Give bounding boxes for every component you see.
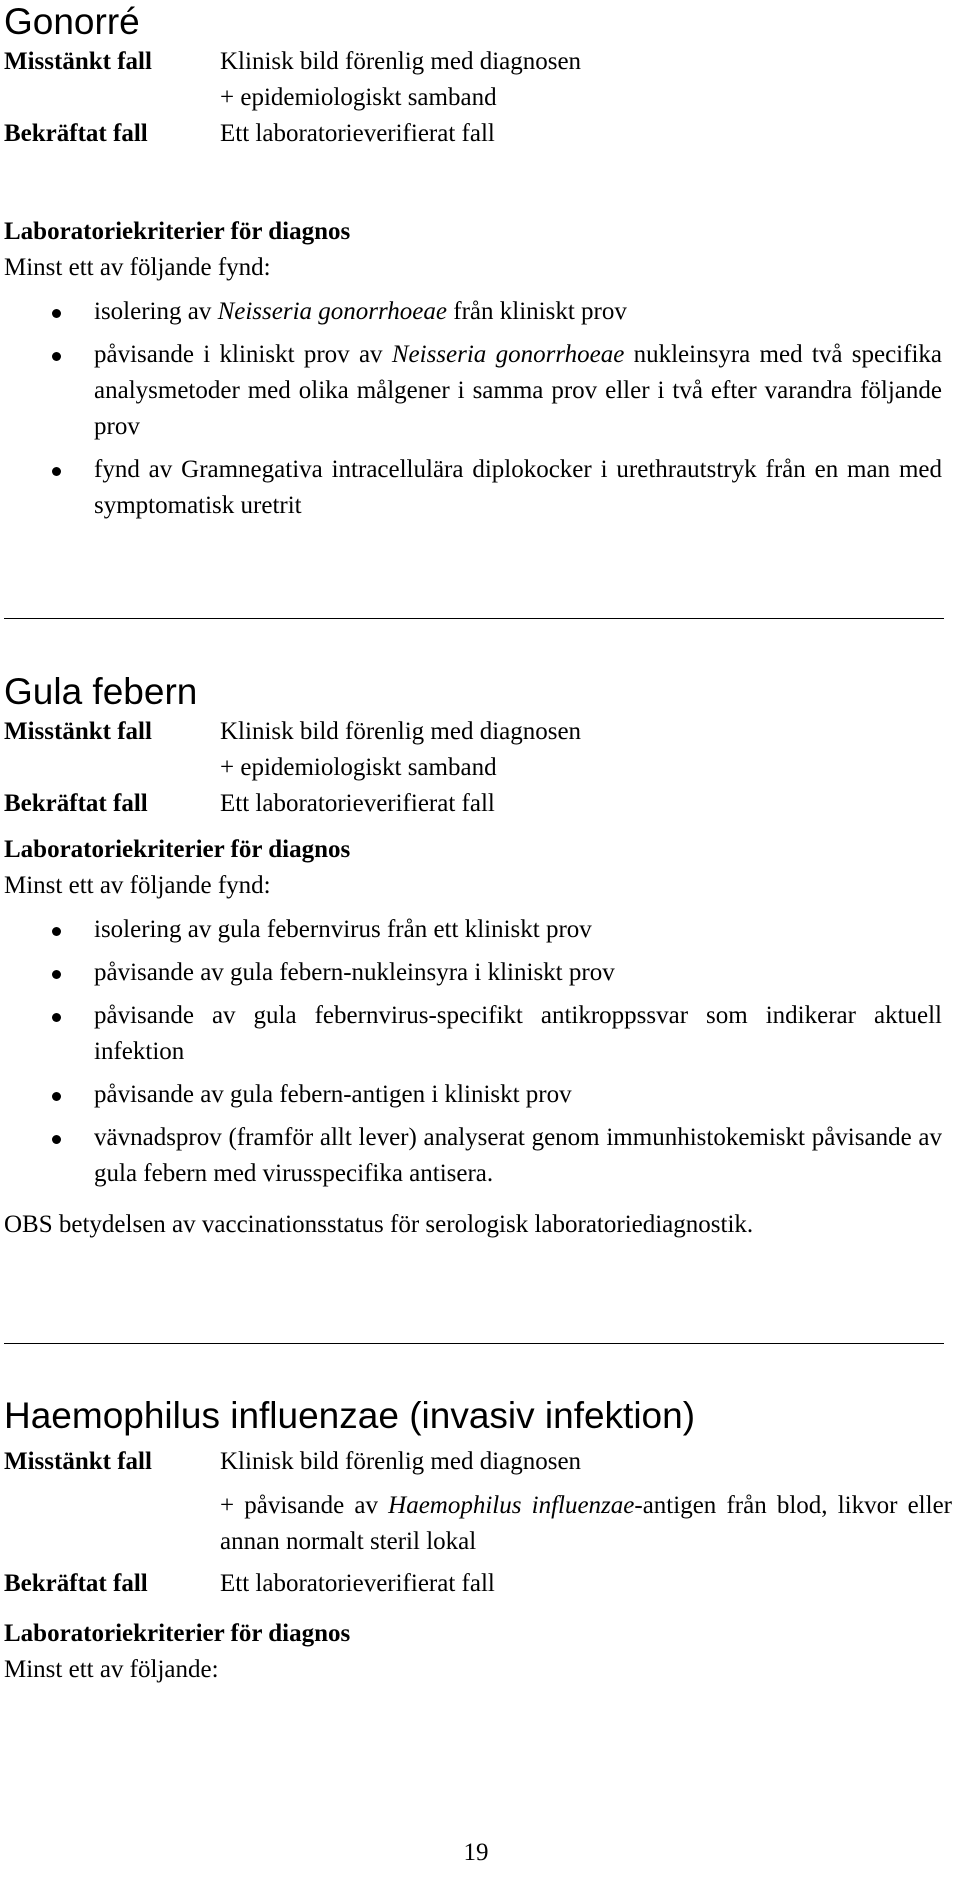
lab-criteria-intro: Minst ett av följande fynd: — [4, 254, 271, 281]
confirmed-case-label: Bekräftat fall — [4, 120, 148, 147]
lab-criteria-heading: Laboratoriekriterier för diagnos — [4, 1620, 351, 1647]
section-haemophilus — [4, 1394, 952, 1688]
section-divider — [4, 618, 944, 619]
note-text: OBS betydelsen av vaccinationsstatus för serologisk laboratoriediagnostik. — [4, 1211, 754, 1238]
section-gonorre — [4, 0, 952, 531]
criteria-list — [4, 294, 952, 524]
suspected-case-line2: + epidemiologiskt samband — [220, 84, 497, 111]
list-item: fynd av Gramnegativa intracellulära diplokocker i urethrautstryk från en man med symptomatisk uretrit — [4, 452, 952, 524]
confirmed-case-row — [4, 116, 952, 152]
bullet-icon — [52, 352, 61, 361]
suspected-case-line2: + epidemiologiskt samband — [220, 754, 497, 781]
section-title: Haemophilus influenzae (invasiv infektion) — [4, 1395, 696, 1436]
bullet-icon — [52, 970, 61, 979]
confirmed-case-label: Bekräftat fall — [4, 1570, 148, 1597]
list-item: påvisande i kliniskt prov av Neisseria gonorrhoeae nukleinsyra med två specifika analysmetoder med olika målgener i samma prov eller i två efter varandra följande prov — [4, 337, 952, 445]
bullet-icon — [52, 1013, 61, 1022]
section-gula-febern — [4, 670, 952, 1243]
section-title: Gula febern — [4, 671, 198, 712]
suspected-case-line1: Klinisk bild förenlig med diagnosen — [220, 48, 582, 75]
list-item: påvisande av gula febern-antigen i kliniskt prov — [4, 1077, 952, 1113]
suspected-case-line1: Klinisk bild förenlig med diagnosen — [220, 1448, 582, 1475]
bullet-icon — [52, 927, 61, 936]
suspected-case-line2: + påvisande av Haemophilus influenzae-antigen från blod, likvor eller annan normalt steril lokal — [220, 1492, 952, 1555]
lab-criteria-heading: Laboratoriekriterier för diagnos — [4, 218, 351, 245]
confirmed-case-label: Bekräftat fall — [4, 790, 148, 817]
bullet-icon — [52, 1135, 61, 1144]
suspected-case-row — [4, 1444, 952, 1560]
lab-criteria-intro: Minst ett av följande fynd: — [4, 872, 271, 899]
bullet-icon — [52, 467, 61, 476]
list-item: vävnadsprov (framför allt lever) analyserat genom immunhistokemiskt påvisande av gula febern med virusspecifika antisera. — [4, 1120, 952, 1192]
confirmed-case-desc: Ett laboratorieverifierat fall — [220, 120, 495, 147]
confirmed-case-row — [4, 1566, 952, 1602]
suspected-case-row — [4, 714, 952, 786]
bullet-icon — [52, 1092, 61, 1101]
confirmed-case-row — [4, 786, 952, 822]
suspected-case-row — [4, 44, 952, 116]
bullet-icon — [52, 309, 61, 318]
lab-criteria-heading: Laboratoriekriterier för diagnos — [4, 836, 351, 863]
list-item: isolering av Neisseria gonorrhoeae från kliniskt prov — [4, 294, 952, 330]
section-title: Gonorré — [4, 1, 140, 42]
suspected-case-label: Misstänkt fall — [4, 718, 152, 745]
suspected-case-line1: Klinisk bild förenlig med diagnosen — [220, 718, 582, 745]
list-item: påvisande av gula febernvirus-specifikt antikroppssvar som indikerar aktuell infektion — [4, 998, 952, 1070]
confirmed-case-desc: Ett laboratorieverifierat fall — [220, 790, 495, 817]
criteria-list — [4, 912, 952, 1192]
list-item: påvisande av gula febern-nukleinsyra i kliniskt prov — [4, 955, 952, 991]
page-number: 19 — [463, 1839, 489, 1866]
suspected-case-label: Misstänkt fall — [4, 1448, 152, 1475]
lab-criteria-intro: Minst ett av följande: — [4, 1656, 219, 1683]
section-divider — [4, 1343, 944, 1344]
suspected-case-label: Misstänkt fall — [4, 48, 152, 75]
list-item: isolering av gula febernvirus från ett kliniskt prov — [4, 912, 952, 948]
confirmed-case-desc: Ett laboratorieverifierat fall — [220, 1570, 495, 1597]
